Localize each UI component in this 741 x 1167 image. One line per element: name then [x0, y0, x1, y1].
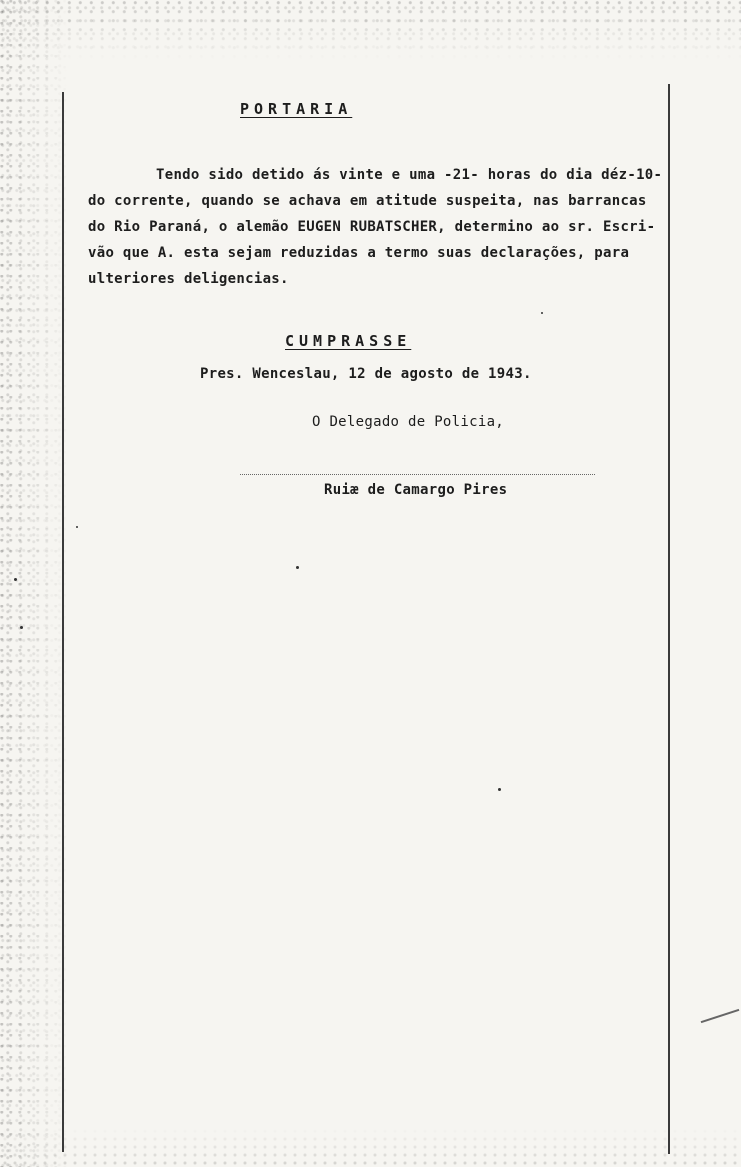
- ink-speck: [76, 526, 78, 528]
- photocopy-noise-top: [0, 0, 741, 60]
- body-line: Tendo sido detido ás vinte e uma -21- horas do dia déz-10-: [156, 167, 663, 183]
- document-title: PORTARIA: [240, 100, 353, 118]
- signatory-title: O Delegado de Policia,: [312, 414, 505, 430]
- pen-stroke-mark: [701, 1009, 740, 1023]
- closing-heading: CUMPRASSE: [285, 332, 412, 350]
- ink-speck: [14, 578, 17, 581]
- ink-speck: [20, 626, 23, 629]
- document-body: [88, 162, 708, 292]
- signature-line: [240, 474, 595, 475]
- body-line: vão que A. esta sejam reduzidas a termo suas declarações, para: [88, 245, 630, 261]
- ink-speck: [541, 312, 543, 314]
- photocopy-noise-left: [0, 0, 70, 1167]
- photocopy-noise-bottom: [0, 1127, 741, 1167]
- body-line: do Rio Paraná, o alemão EUGEN RUBATSCHER, determino ao sr. Escri-: [88, 219, 656, 235]
- place-and-date: Pres. Wenceslau, 12 de agosto de 1943.: [200, 366, 532, 382]
- body-line: do corrente, quando se achava em atitude suspeita, nas barrancas: [88, 193, 647, 209]
- ink-speck: [498, 788, 501, 791]
- ink-speck: [296, 566, 299, 569]
- left-margin-line: [62, 92, 64, 1152]
- body-line: ulteriores deligencias.: [88, 271, 289, 287]
- signatory-name: Ruiæ de Camargo Pires: [324, 482, 508, 498]
